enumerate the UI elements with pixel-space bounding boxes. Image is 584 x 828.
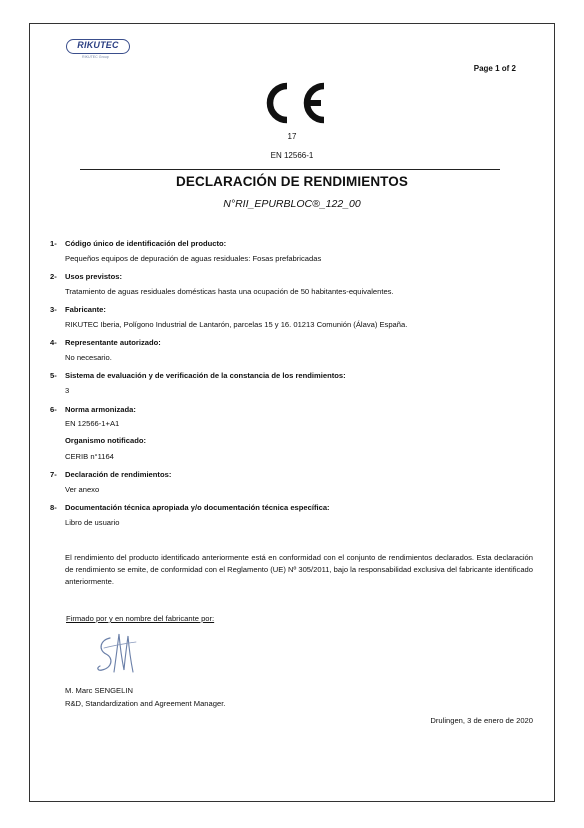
section-2-heading: 2- Usos previstos:: [50, 272, 122, 281]
conformity-statement: El rendimiento del producto identificado anteriormente está en conformidad con el conjunto de rendimientos declarados. Esta declaración de rendimiento se emite, de conformidad con el Reglamento (UE) Nº 305/2011, bajo la responsabilidad exclusiva del fabricante identificado anteriormente.: [65, 553, 533, 586]
signed-by-label: Firmado por y en nombre del fabricante por:: [66, 614, 215, 623]
signer-role: R&D, Standardization and Agreement Manager.: [65, 699, 226, 708]
logo-subtext: RIKUTEC Group: [82, 55, 109, 59]
section-6-body: EN 12566-1+A1: [65, 419, 120, 428]
handwritten-signature: [92, 628, 146, 678]
logo-text: RIKUTEC: [77, 40, 119, 50]
rikutec-logo: [66, 39, 136, 63]
section-5-body: 3: [65, 386, 70, 395]
signer-name: M. Marc SENGELIN: [65, 686, 133, 695]
place-and-date: Drulingen, 3 de enero de 2020: [430, 716, 533, 725]
section-3-heading: 3- Fabricante:: [50, 305, 106, 314]
section-6-subbody: CERIB n°1164: [65, 452, 114, 461]
standard-reference: EN 12566-1: [270, 151, 314, 160]
section-1-heading: 1- Código único de identificación del producto:: [50, 239, 227, 248]
divider: [80, 169, 500, 170]
section-1-body: Pequeños equipos de depuración de aguas residuales: Fosas prefabricadas: [65, 254, 322, 263]
section-6-subheading: Organismo notificado:: [65, 436, 147, 445]
section-3-body: RIKUTEC Iberia, Polígono Industrial de Lantarón, parcelas 15 y 16. 01213 Comunión (Álava) España.: [65, 320, 408, 329]
section-8-body: Libro de usuario: [65, 518, 120, 527]
document-title: DECLARACIÓN DE RENDIMIENTOS: [176, 174, 408, 189]
document-reference: N°RII_EPURBLOC®_122_00: [223, 198, 361, 210]
ce-mark-icon: [255, 82, 327, 124]
section-4-heading: 4- Representante autorizado:: [50, 338, 161, 347]
section-7-heading: 7- Declaración de rendimientos:: [50, 470, 172, 479]
section-2-body: Tratamiento de aguas residuales domésticas hasta una ocupación de 50 habitantes-equivalentes.: [65, 287, 394, 296]
section-5-heading: 5- Sistema de evaluación y de verificación de la constancia de los rendimientos:: [50, 371, 346, 380]
section-8-heading: 8- Documentación técnica apropiada y/o documentación técnica específica:: [50, 503, 330, 512]
section-7-body: Ver anexo: [65, 485, 100, 494]
page-number: Page 1 of 2: [473, 64, 516, 73]
section-6-heading: 6- Norma armonizada:: [50, 405, 136, 414]
section-4-body: No necesario.: [65, 353, 112, 362]
notified-body-number: 17: [287, 132, 297, 141]
